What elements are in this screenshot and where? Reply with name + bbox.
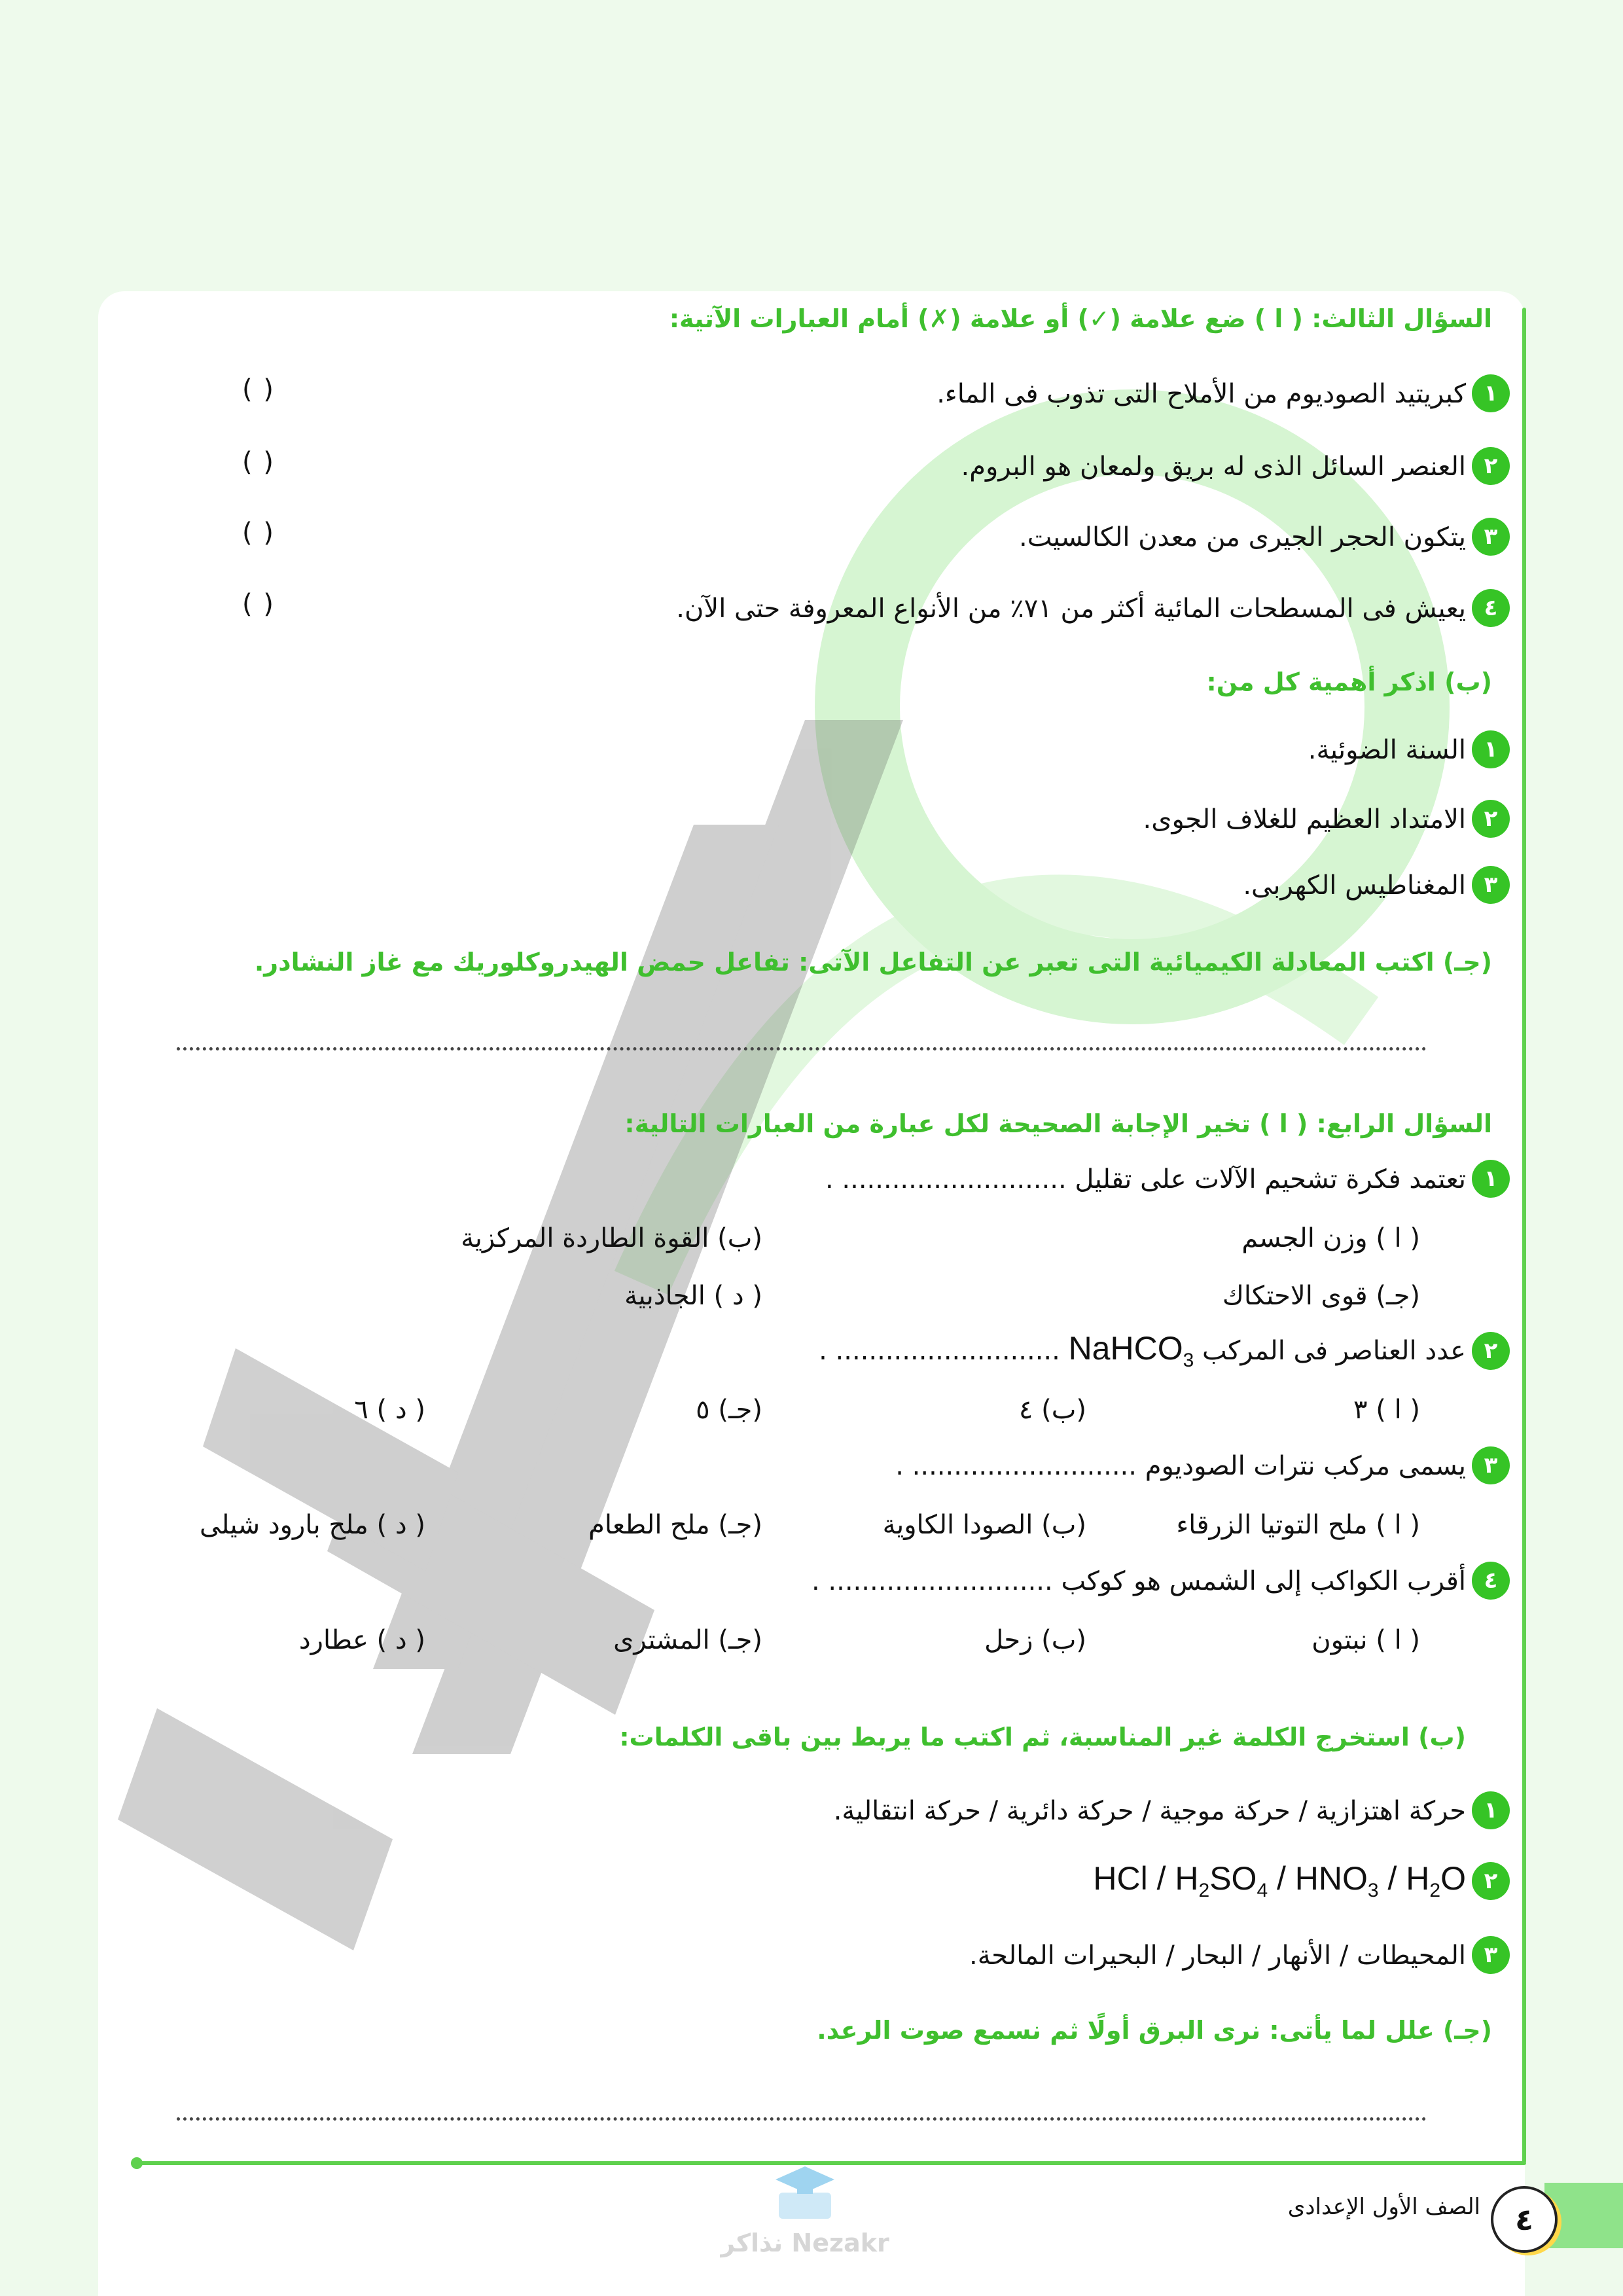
q3-b-title: (ب) اذكر أهمية كل من: xyxy=(1206,668,1492,696)
q4-b-item-3: المحيطات / الأنهار / البحار / البحيرات المالحة. xyxy=(969,1941,1466,1971)
mcq-1-option-d[interactable]: ( د ) الجاذبية xyxy=(624,1281,762,1311)
number-badge: ٢ xyxy=(1472,1332,1510,1370)
mcq-1-option-b[interactable]: (ب) القوة الطاردة المركزية xyxy=(461,1223,762,1253)
mcq-blank[interactable]: ........................... . xyxy=(811,1566,1053,1596)
q4-title: السؤال الرابع: ( ا ) تخير الإجابة الصحيحة لكل عبارة من العبارات التالية: xyxy=(624,1109,1492,1138)
statement-text: يتكون الحجر الجيرى من معدن الكالسيت. xyxy=(1019,522,1466,552)
number-badge: ٣ xyxy=(1472,518,1510,556)
mcq-3-option-a[interactable]: ( ا ) ملح التوتيا الزرقاء xyxy=(1176,1510,1420,1540)
number-badge: ٤ xyxy=(1472,589,1510,627)
page-number: ٤ xyxy=(1491,2186,1558,2253)
number-badge: ١ xyxy=(1472,374,1510,412)
number-badge: ٢ xyxy=(1472,1862,1510,1900)
q3-b-item-1: السنة الضوئية. xyxy=(1308,735,1466,765)
q3-b-item-3: المغناطيس الكهربى. xyxy=(1243,870,1466,901)
grade-label: الصف الأول الإعدادى xyxy=(1287,2194,1480,2220)
mcq-2-option-a[interactable]: ( ا ) ٣ xyxy=(1353,1395,1420,1425)
mcq-4-option-b[interactable]: (ب) زحل xyxy=(984,1625,1086,1655)
mcq-3-option-d[interactable]: ( د ) ملح بارود شيلى xyxy=(199,1510,425,1540)
number-badge: ٣ xyxy=(1472,1936,1510,1974)
mcq-blank[interactable]: ........................... . xyxy=(825,1164,1067,1194)
number-badge: ٣ xyxy=(1472,866,1510,904)
number-badge: ١ xyxy=(1472,1160,1510,1198)
q3-c-title: (جـ) اكتب المعادلة الكيميائية التى تعبر عن التفاعل الآتى: تفاعل حمض الهيدروكلوريك مع غاز النشادر. xyxy=(254,948,1492,977)
mcq-2-option-d[interactable]: ( د ) ٦ xyxy=(354,1395,425,1425)
q3-b-item-2: الامتداد العظيم للغلاف الجوى. xyxy=(1143,804,1466,834)
mcq-4-option-d[interactable]: ( د ) عطارد xyxy=(298,1625,425,1655)
statement-text: يعيش فى المسطحات المائية أكثر من ٧١٪ من الأنواع المعروفة حتى الآن. xyxy=(676,594,1466,624)
q4-b-item-1: حركة اهتزازية / حركة موجية / حركة دائرية / حركة انتقالية. xyxy=(833,1796,1466,1826)
q4-b-item-2 xyxy=(1093,1859,1466,1910)
mcq-3-option-c[interactable]: (جـ) ملح الطعام xyxy=(588,1510,762,1540)
mcq-1-question xyxy=(825,1160,1466,1199)
statement-text: العنصر السائل الذى له بريق ولمعان هو البروم. xyxy=(961,452,1466,482)
q4-c-title: (جـ) علل لما يأتى: نرى البرق أولًا ثم نسمع صوت الرعد. xyxy=(817,2016,1492,2045)
answer-dotted-line[interactable] xyxy=(177,2117,1427,2121)
number-badge: ١ xyxy=(1472,1791,1510,1829)
svg-text:Nezakr نذاكر: Nezakr نذاكر xyxy=(721,2229,889,2257)
mcq-question-text: عدد العناصر فى المركب xyxy=(1202,1336,1466,1366)
frame-end-dot xyxy=(131,2157,143,2169)
answer-box[interactable]: ( ) xyxy=(242,589,275,619)
chemical-formula: NaHCO$_3$ xyxy=(1068,1330,1194,1371)
statement-text: كبريتيد الصوديوم من الأملاح التى تذوب فى الماء. xyxy=(936,379,1466,409)
mcq-question-text: أقرب الكواكب إلى الشمس هو كوكب xyxy=(1061,1566,1466,1596)
answer-box[interactable]: ( ) xyxy=(242,447,275,477)
mcq-4-question xyxy=(812,1562,1466,1601)
book-icon xyxy=(779,2193,831,2219)
answer-dotted-line[interactable] xyxy=(177,1047,1427,1050)
number-badge: ٣ xyxy=(1472,1446,1510,1484)
mcq-2-option-b[interactable]: (ب) ٤ xyxy=(1018,1395,1086,1425)
q4-b-title: (ب) استخرج الكلمة غير المناسبة، ثم اكتب ما يربط بين باقى الكلمات: xyxy=(619,1723,1466,1751)
number-badge: ٢ xyxy=(1472,800,1510,838)
answer-box[interactable]: ( ) xyxy=(242,374,275,404)
chemical-formula-list: HCl / $H_2SO_4 / HNO_3 / H_2O$ xyxy=(1093,1860,1466,1901)
q3-title: السؤال الثالث: ( ا ) ضع علامة (✓) أو علامة (✗) أمام العبارات الآتية: xyxy=(669,304,1492,333)
mcq-3-question xyxy=(895,1446,1466,1486)
mcq-blank[interactable]: ........................... . xyxy=(819,1336,1060,1366)
number-badge: ٤ xyxy=(1472,1562,1510,1600)
nezakr-logo xyxy=(720,2153,890,2265)
mcq-4-option-a[interactable]: ( ا ) نبتون xyxy=(1311,1625,1420,1655)
mcq-1-option-a[interactable]: ( ا ) وزن الجسم xyxy=(1241,1223,1420,1253)
mcq-2-question xyxy=(819,1329,1466,1380)
answer-box[interactable]: ( ) xyxy=(242,518,275,548)
mcq-question-text: يسمى مركب نترات الصوديوم xyxy=(1145,1451,1466,1481)
frame-vertical-line xyxy=(1522,308,1526,2163)
mcq-4-option-c[interactable]: (جـ) المشترى xyxy=(613,1625,762,1655)
mcq-2-option-c[interactable]: (جـ) ٥ xyxy=(696,1395,762,1425)
mcq-3-option-b[interactable]: (ب) الصودا الكاوية xyxy=(882,1510,1086,1540)
number-badge: ١ xyxy=(1472,730,1510,768)
mcq-question-text: تعتمد فكرة تشحيم الآلات على تقليل xyxy=(1075,1164,1466,1194)
number-badge: ٢ xyxy=(1472,447,1510,485)
mcq-1-option-c[interactable]: (جـ) قوى الاحتكاك xyxy=(1222,1281,1420,1311)
mcq-blank[interactable]: ........................... . xyxy=(895,1451,1137,1481)
